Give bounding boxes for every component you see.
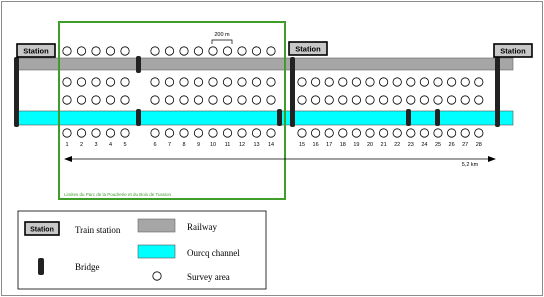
legend-bridge-label: Bridge — [75, 262, 100, 272]
station-left — [17, 44, 55, 57]
survey-area-marker — [366, 78, 374, 86]
legend-train-station-label: Train station — [75, 225, 121, 235]
survey-area-marker — [151, 78, 159, 86]
station-right — [494, 44, 532, 57]
site-number: 22 — [394, 142, 401, 148]
survey-area-marker — [379, 129, 387, 137]
survey-area-marker — [461, 78, 469, 86]
survey-area-marker — [121, 47, 129, 55]
site-number: 21 — [380, 142, 387, 148]
bridge-marker — [435, 109, 440, 126]
survey-area-marker — [194, 96, 202, 104]
survey-area-marker — [106, 96, 114, 104]
survey-area-marker — [325, 129, 333, 137]
survey-area-marker — [379, 78, 387, 86]
survey-area-marker — [298, 96, 306, 104]
survey-area-marker — [311, 129, 319, 137]
bridge-marker — [406, 109, 411, 126]
survey-area-marker — [209, 47, 217, 55]
survey-area-marker — [106, 129, 114, 137]
survey-area-marker — [209, 96, 217, 104]
survey-area-marker — [151, 129, 159, 137]
survey-area-marker — [151, 96, 159, 104]
survey-area-marker — [121, 96, 129, 104]
survey-area-marker — [223, 47, 231, 55]
station-middle-label: Station — [295, 44, 321, 54]
survey-area-marker — [461, 129, 469, 137]
survey-area-marker — [92, 78, 100, 86]
distance-arrow — [64, 156, 496, 168]
site-number: 19 — [353, 142, 360, 148]
survey-area-marker — [447, 129, 455, 137]
site-number: 12 — [238, 142, 246, 148]
survey-area-marker — [434, 96, 442, 104]
site-number: 10 — [209, 142, 217, 148]
legend-ourcq-label: Ourcq channel — [187, 248, 240, 258]
survey-area-marker — [77, 47, 85, 55]
survey-area-marker — [393, 78, 401, 86]
site-number: 17 — [326, 142, 333, 148]
bridge-marker — [290, 57, 295, 127]
survey-area-marker — [63, 47, 71, 55]
survey-area-marker — [267, 47, 275, 55]
survey-area-marker — [194, 47, 202, 55]
survey-area-marker — [77, 129, 85, 137]
site-number: 24 — [421, 142, 428, 148]
survey-area-marker — [238, 129, 246, 137]
survey-area-marker — [475, 129, 483, 137]
site-number: 18 — [339, 142, 346, 148]
scale-label: 200 m — [214, 32, 230, 38]
survey-area-marker — [209, 129, 217, 137]
survey-area-marker — [366, 129, 374, 137]
survey-area-marker — [252, 96, 260, 104]
survey-area-marker — [194, 78, 202, 86]
survey-area-marker — [209, 78, 217, 86]
survey-area-marker — [447, 78, 455, 86]
site-number: 25 — [434, 142, 442, 148]
survey-area-marker — [238, 47, 246, 55]
survey-area-marker — [165, 78, 173, 86]
bridge-marker — [14, 57, 19, 127]
survey-area-marker — [223, 129, 231, 137]
site-number: 4 — [108, 142, 113, 148]
site-number: 27 — [462, 142, 469, 148]
station-right-label: Station — [500, 46, 526, 56]
survey-area-marker — [325, 96, 333, 104]
survey-area-marker — [106, 78, 114, 86]
survey-area-marker — [298, 129, 306, 137]
site-number: 26 — [448, 142, 455, 148]
survey-area-marker — [165, 129, 173, 137]
survey-area-marker — [252, 78, 260, 86]
site-number: 6 — [153, 142, 157, 148]
site-number: 13 — [253, 142, 260, 148]
survey-area-marker — [223, 78, 231, 86]
bridge-marker — [136, 56, 141, 73]
survey-area-marker — [151, 47, 159, 55]
survey-area-marker — [379, 96, 387, 104]
survey-area-marker — [180, 129, 188, 137]
survey-area-marker — [238, 96, 246, 104]
survey-area-marker — [223, 96, 231, 104]
survey-area-marker — [475, 96, 483, 104]
survey-area-marker — [352, 129, 360, 137]
survey-area-marker — [339, 96, 347, 104]
survey-area-marker — [366, 96, 374, 104]
survey-area-marker — [407, 129, 415, 137]
park-caption: Limites du Parc de la Poudrerie et du Bois de Tussion — [64, 192, 172, 197]
site-number: 23 — [407, 142, 414, 148]
site-number: 9 — [196, 142, 201, 148]
survey-area-marker — [63, 78, 71, 86]
site-number: 15 — [298, 142, 306, 148]
survey-area-marker — [194, 129, 202, 137]
survey-area-marker — [407, 96, 415, 104]
site-number: 3 — [94, 142, 98, 148]
survey-area-marker — [180, 78, 188, 86]
survey-area-marker — [92, 47, 100, 55]
survey-area-marker — [407, 78, 415, 86]
survey-area-marker — [339, 78, 347, 86]
distance-label: 5,2 km — [461, 162, 479, 168]
legend-ourcq-swatch — [138, 245, 175, 258]
site-number: 16 — [312, 142, 319, 148]
survey-area-marker — [393, 96, 401, 104]
survey-area-marker — [267, 78, 275, 86]
station-middle — [289, 42, 327, 55]
scale-bar — [212, 32, 232, 44]
survey-area-marker — [165, 96, 173, 104]
survey-area-marker — [267, 129, 275, 137]
survey-area-marker — [420, 78, 428, 86]
bridge-marker — [495, 57, 500, 127]
survey-area-marker — [252, 47, 260, 55]
site-number: 5 — [123, 142, 127, 148]
survey-area-marker — [339, 129, 347, 137]
survey-area-marker — [121, 129, 129, 137]
survey-area-marker — [77, 78, 85, 86]
survey-area-marker — [238, 78, 246, 86]
site-number: 2 — [79, 142, 84, 148]
survey-area-marker — [92, 96, 100, 104]
survey-area-marker — [106, 47, 114, 55]
legend-railway-label: Railway — [187, 222, 217, 232]
survey-area-marker — [434, 129, 442, 137]
survey-area-marker — [352, 78, 360, 86]
survey-area-marker — [311, 78, 319, 86]
legend — [18, 211, 266, 289]
survey-area-marker — [325, 78, 333, 86]
survey-area-marker — [121, 78, 129, 86]
site-number: 14 — [267, 142, 275, 148]
survey-area-marker — [298, 78, 306, 86]
bridge-marker — [136, 109, 141, 126]
survey-area-marker — [475, 78, 483, 86]
legend-survey-label: Survey area — [187, 272, 230, 282]
station-left-label: Station — [23, 46, 49, 56]
survey-area-marker — [92, 129, 100, 137]
site-number: 7 — [167, 142, 172, 148]
bridge-marker — [277, 109, 282, 126]
site-number: 1 — [65, 142, 69, 148]
survey-area-marker — [165, 47, 173, 55]
site-number: 20 — [366, 142, 374, 148]
survey-area-marker — [63, 129, 71, 137]
survey-area-marker — [180, 47, 188, 55]
survey-area-marker — [311, 96, 319, 104]
survey-area-marker — [447, 96, 455, 104]
site-number: 11 — [224, 142, 231, 148]
site-number: 28 — [475, 142, 482, 148]
survey-area-marker — [420, 96, 428, 104]
survey-area-marker — [434, 78, 442, 86]
legend-station-swatch-label: Station — [30, 226, 54, 234]
survey-area-marker — [420, 129, 428, 137]
legend-survey-swatch — [153, 272, 161, 280]
legend-railway-swatch — [138, 219, 175, 232]
survey-area-marker — [180, 96, 188, 104]
survey-area-marker — [252, 129, 260, 137]
railway-band — [16, 58, 513, 70]
site-numbers — [65, 142, 481, 148]
survey-area-marker — [352, 96, 360, 104]
legend-bridge-swatch — [38, 258, 44, 275]
survey-area-marker — [267, 96, 275, 104]
survey-area-marker — [461, 96, 469, 104]
survey-area-marker — [63, 96, 71, 104]
survey-area-marker — [77, 96, 85, 104]
site-number: 8 — [182, 142, 186, 148]
survey-area-marker — [393, 129, 401, 137]
